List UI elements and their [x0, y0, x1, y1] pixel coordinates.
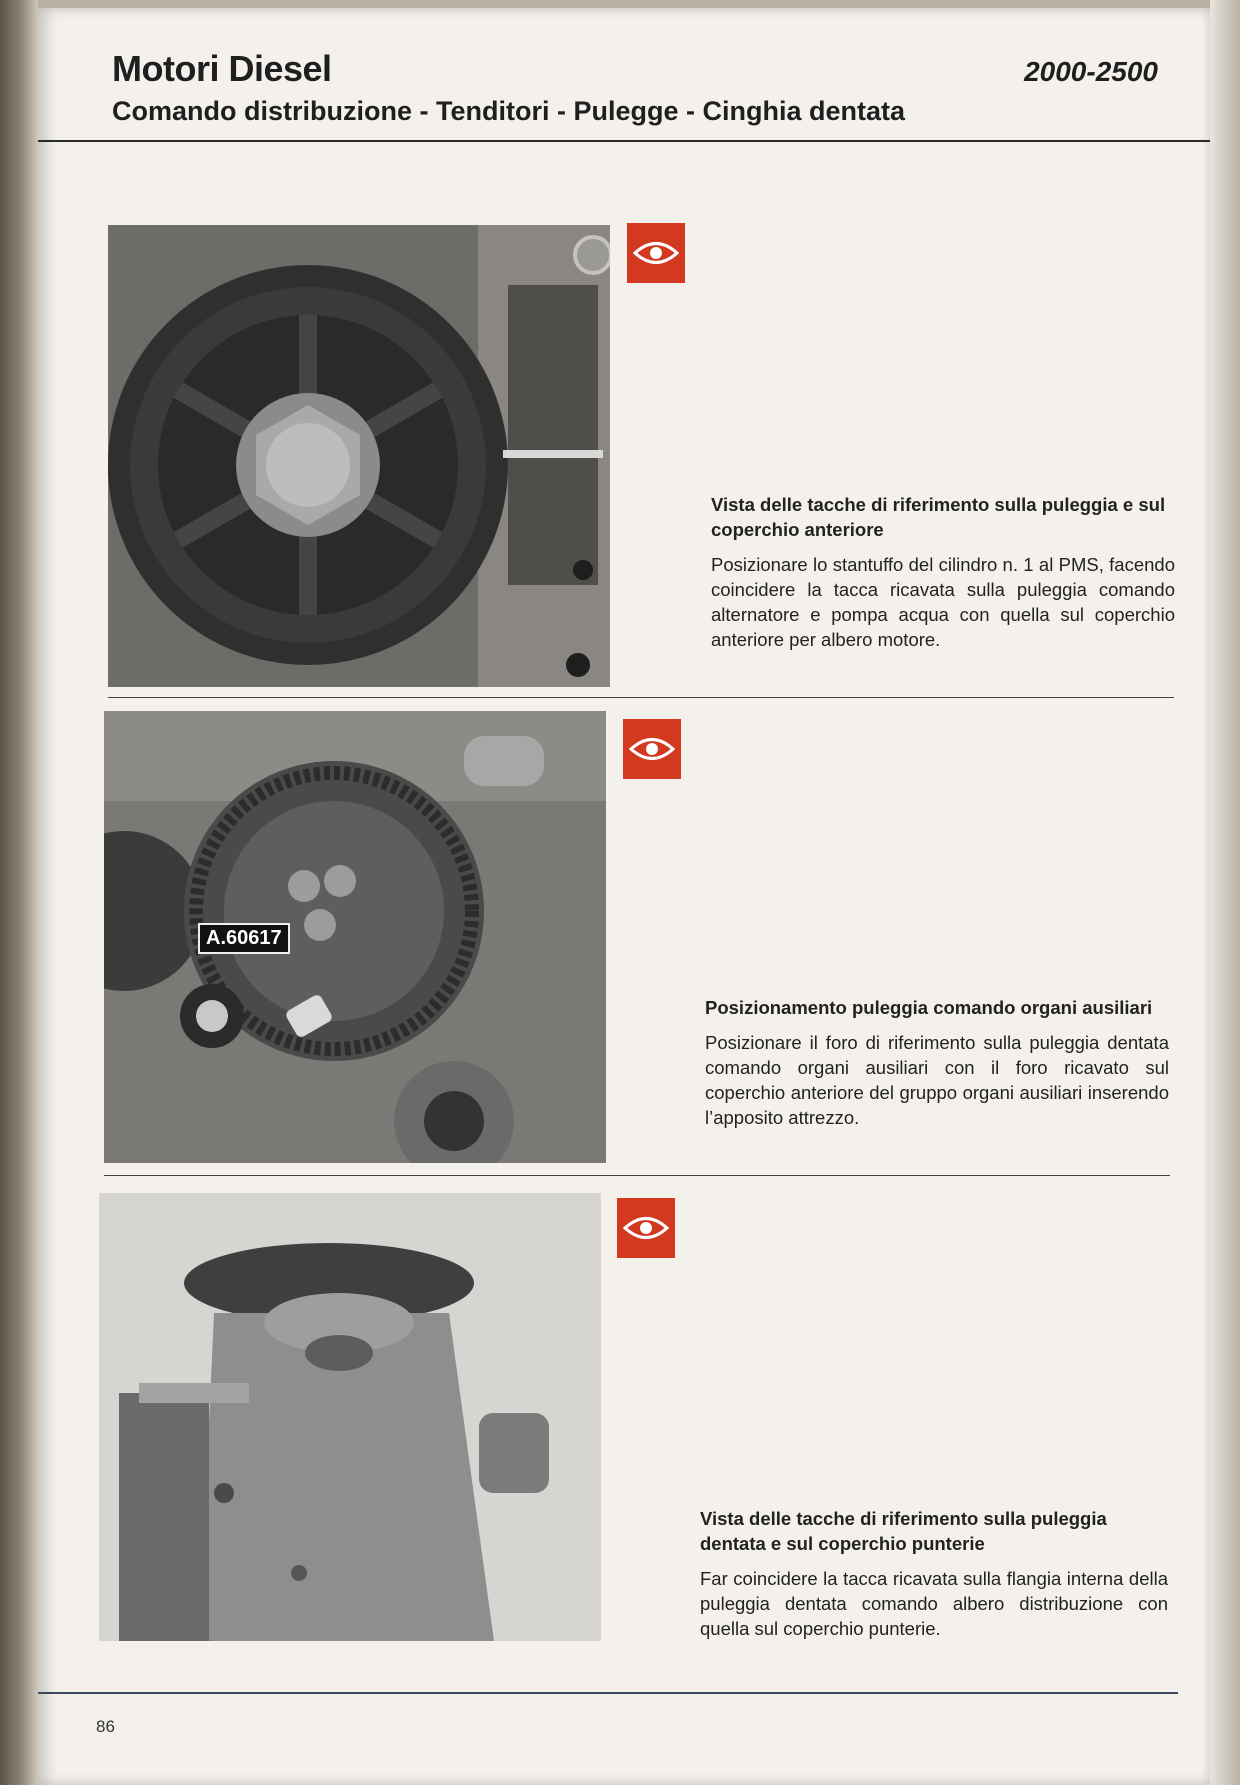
page-edge-shadow	[1210, 0, 1240, 1785]
manual-page	[38, 8, 1210, 1785]
footer-divider	[38, 1692, 1178, 1694]
page-title: Motori Diesel	[112, 48, 332, 89]
caption-1-heading: Vista delle tacche di riferimento sulla puleggia e sul coperchio anteriore	[711, 494, 1166, 540]
photo-front-pulley	[108, 225, 610, 687]
eye-icon	[617, 1198, 675, 1258]
caption-3	[700, 1506, 1168, 1641]
header-divider	[38, 140, 1210, 142]
photo-camshaft-pulley	[99, 1193, 601, 1641]
page-number: 86	[96, 1717, 115, 1736]
section-divider	[104, 1175, 1170, 1176]
section-divider	[108, 697, 1174, 698]
caption-1	[711, 492, 1175, 652]
caption-2-heading: Posizionamento puleggia comando organi ausiliari	[705, 997, 1153, 1018]
caption-3-body: Far coincidere la tacca ricavata sulla flangia interna della puleggia dentata comando albero distribuzione con quella sul coperchio punterie.	[700, 1568, 1168, 1639]
tool-code-label: A.60617	[198, 923, 290, 954]
caption-2-body: Posizionare il foro di riferimento sulla puleggia dentata comando organi ausiliari con il foro ricavato sul coperchio anteriore del gruppo organi ausiliari inserendo l’apposito attrezzo.	[705, 1032, 1169, 1128]
photo-auxiliary-pulley	[104, 711, 606, 1163]
page-subtitle: Comando distribuzione - Tenditori - Pulegge - Cinghia dentata	[112, 96, 905, 126]
eye-icon	[623, 719, 681, 779]
book-spine-shadow	[0, 0, 38, 1785]
caption-3-heading: Vista delle tacche di riferimento sulla puleggia dentata e sul coperchio punterie	[700, 1508, 1107, 1554]
eye-icon	[627, 223, 685, 283]
caption-2	[705, 995, 1169, 1130]
caption-1-body: Posizionare lo stantuffo del cilindro n. 1 al PMS, facendo coincidere la tacca ricavata sulla puleggia comando alternatore e pompa acqua con quella sul coperchio anteriore per albero motore.	[711, 554, 1175, 650]
engine-model: 2000-2500	[1024, 56, 1158, 87]
